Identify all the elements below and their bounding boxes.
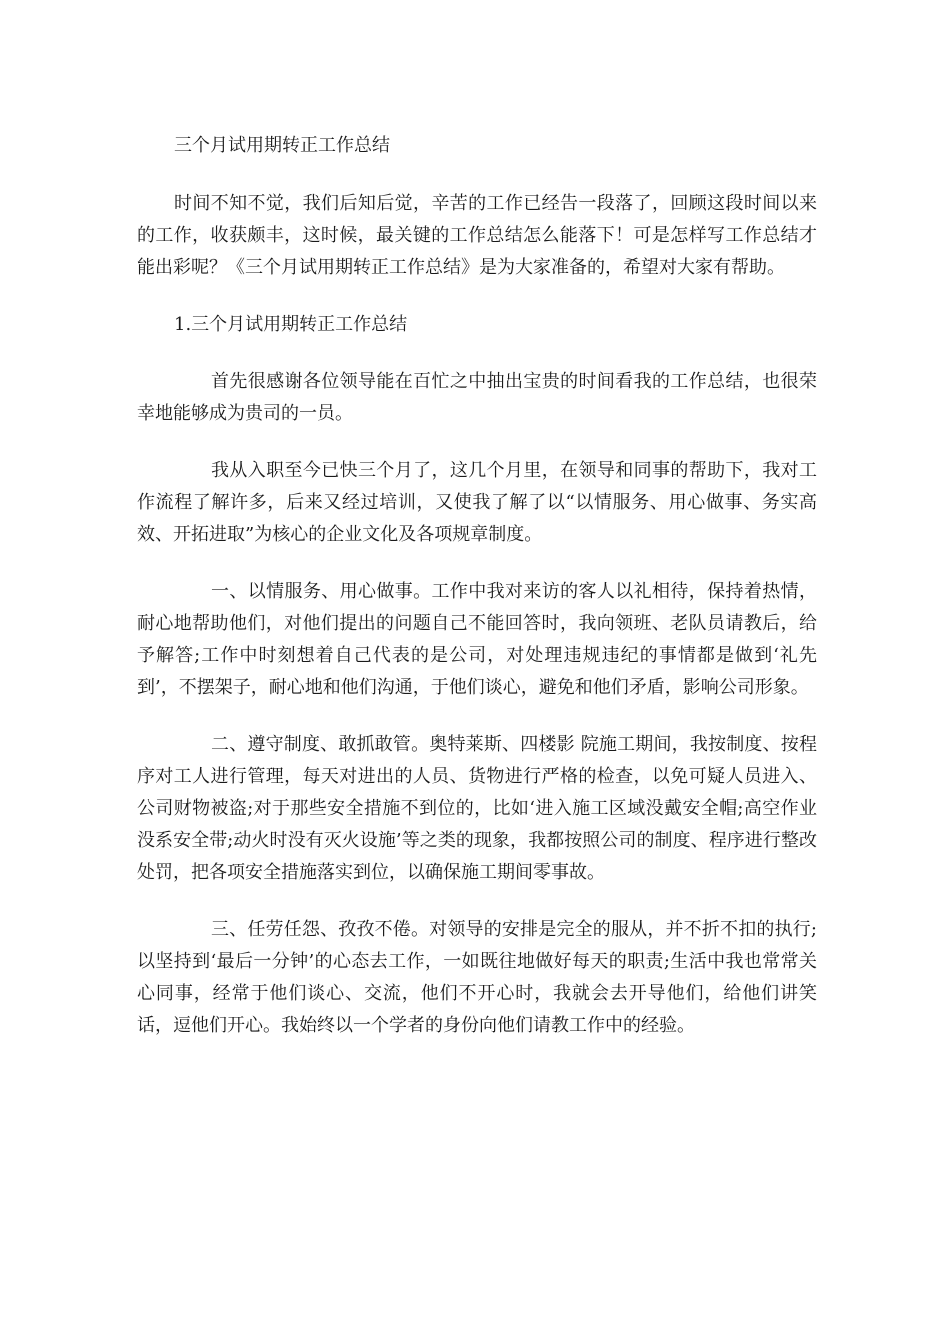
document-title: 三个月试用期转正工作总结: [174, 135, 390, 156]
section-heading: 1.三个月试用期转正工作总结: [174, 314, 408, 335]
paragraph-onboarding: 我从入职至今已快三个月了，这几个月里，在领导和同事的帮助下，我对工作流程了解许多，后来又经过培训，又使我了解了以“以情服务、用心做事、务实高效、开拓进取”为核心的企业文化及各项规章制度。: [137, 460, 817, 545]
document-body: [137, 130, 817, 1067]
paragraph-rules: 二、遵守制度、敢抓敢管。奥特莱斯、四楼影 院施工期间，我按制度、按程序对工人进行管理，每天对进出的人员、货物进行严格的检查，以免可疑人员进入、公司财物被盗;对于那些安全措施不到位的，比如‘进入施工区域没戴安全帽;高空作业没系安全带;动火时没有灭火设施’等之类的现象，我都按照公司的制度、程序进行整改处罚，把各项安全措施落实到位，以确保施工期间零事故。: [137, 734, 817, 883]
intro-paragraph: 时间不知不觉，我们后知后觉，辛苦的工作已经告一段落了，回顾这段时间以来的工作，收获颇丰，这时候，最关键的工作总结怎么能落下！可是怎样写工作总结才能出彩呢？《三个月试用期转正工作总结》是为大家准备的，希望对大家有帮助。: [137, 193, 817, 278]
paragraph-diligence: 三、任劳任怨、孜孜不倦。对领导的安排是完全的服从，并不折不扣的执行;以坚持到‘最后一分钟’的心态去工作，一如既往地做好每天的职责;生活中我也常常关心同事，经常于他们谈心、交流，他们不开心时，我就会去开导他们，给他们讲笑话，逗他们开心。我始终以一个学者的身份向他们请教工作中的经验。: [137, 919, 817, 1036]
paragraph-service: 一、以情服务、用心做事。工作中我对来访的客人以礼相待，保持着热情，耐心地帮助他们，对他们提出的问题自己不能回答时，我向领班、老队员请教后，给予解答;工作中时刻想着自己代表的是公司，对处理违规违纪的事情都是做到‘礼先到’，不摆架子，耐心地和他们沟通，于他们谈心，避免和他们矛盾，影响公司形象。: [137, 581, 817, 698]
paragraph-thanks: 首先很感谢各位领导能在百忙之中抽出宝贵的时间看我的工作总结，也很荣幸地能够成为贵司的一员。: [137, 371, 817, 424]
